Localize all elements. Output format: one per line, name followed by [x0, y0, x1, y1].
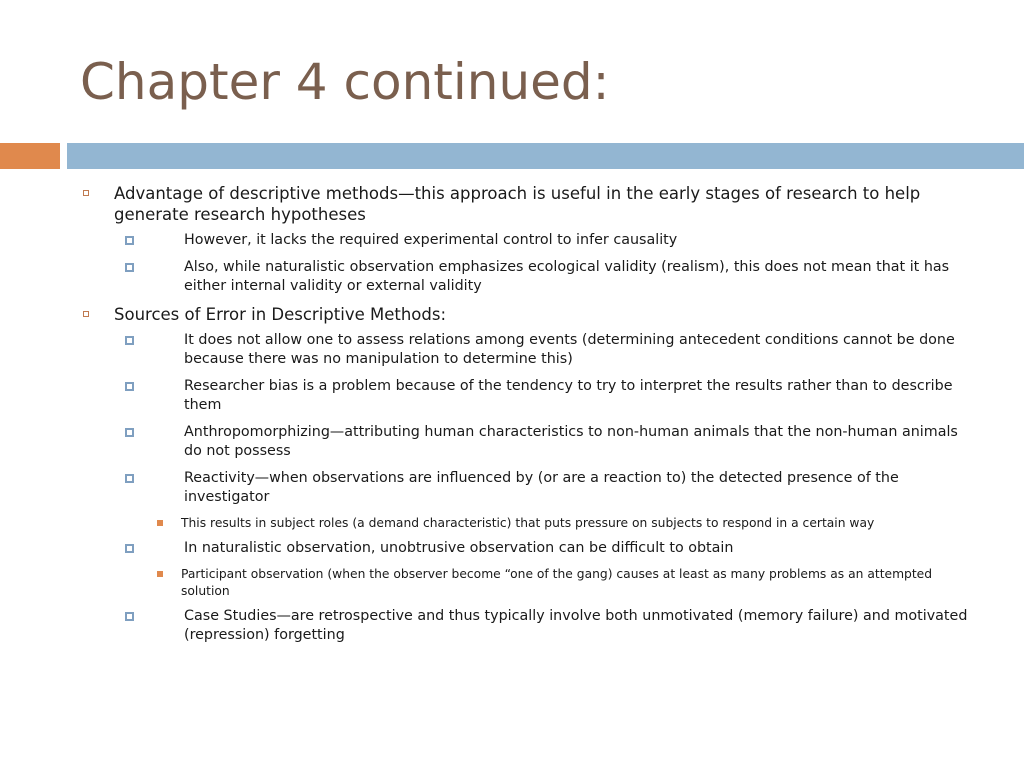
sub-bullet-text: It does not allow one to assess relations among events (determining antecedent conditions cannot be done because there was no manipulation to determine this) — [184, 332, 955, 367]
hollow-square-bullet-icon — [83, 190, 89, 196]
sub-sub-bullet-item — [181, 515, 970, 532]
sub-bullet-text: Case Studies—are retrospective and thus typically involve both unmotivated (memory failure) and motivated (repression) forgetting — [184, 608, 968, 643]
slide-title: Chapter 4 continued: — [80, 53, 610, 111]
sub-bullet-item — [150, 469, 970, 507]
sub-bullet-item — [150, 607, 970, 645]
square-bullet-icon — [125, 612, 134, 621]
filled-square-bullet-icon — [157, 520, 163, 526]
square-bullet-icon — [125, 236, 134, 245]
square-bullet-icon — [125, 382, 134, 391]
sub-bullet-text: Anthropomorphizing—attributing human characteristics to non-human animals that the non-human animals do not possess — [184, 424, 958, 459]
sub-bullet-text: Researcher bias is a problem because of the tendency to try to interpret the results rather than to describe them — [184, 378, 953, 413]
orange-accent-band — [0, 143, 60, 169]
square-bullet-icon — [125, 544, 134, 553]
hollow-square-bullet-icon — [83, 311, 89, 317]
square-bullet-icon — [125, 428, 134, 437]
sub-bullet-item — [150, 377, 970, 415]
sub-bullet-item — [150, 423, 970, 461]
sub-bullet-text: Reactivity—when observations are influenced by (or are a reaction to) the detected presence of the investigator — [184, 470, 899, 505]
square-bullet-icon — [125, 263, 134, 272]
filled-square-bullet-icon — [157, 571, 163, 577]
sub-bullet-text: Also, while naturalistic observation emphasizes ecological validity (realism), this does not mean that it has either internal validity or external validity — [184, 259, 950, 294]
sub-bullet-item — [150, 539, 970, 558]
sub-sub-bullet-item — [181, 566, 970, 600]
bullet-item — [80, 183, 970, 225]
sub-sub-bullet-text: This results in subject roles (a demand characteristic) that puts pressure on subjects to respond in a certain way — [181, 516, 875, 530]
sub-bullet-item — [150, 331, 970, 369]
square-bullet-icon — [125, 474, 134, 483]
sub-bullet-item — [150, 231, 970, 250]
sub-bullet-text: In naturalistic observation, unobtrusive observation can be difficult to obtain — [184, 540, 734, 556]
bullet-item — [80, 304, 970, 325]
bullet-text: Advantage of descriptive methods—this approach is useful in the early stages of research to help generate research hypotheses — [114, 184, 921, 224]
slide-body — [80, 183, 970, 653]
blue-accent-band — [67, 143, 1024, 169]
sub-sub-bullet-text: Participant observation (when the observer become “one of the gang) causes at least as many problems as an attempted solution — [181, 567, 933, 598]
square-bullet-icon — [125, 336, 134, 345]
sub-bullet-item — [150, 258, 970, 296]
bullet-text: Sources of Error in Descriptive Methods: — [114, 305, 447, 324]
sub-bullet-text: However, it lacks the required experimental control to infer causality — [184, 232, 678, 248]
